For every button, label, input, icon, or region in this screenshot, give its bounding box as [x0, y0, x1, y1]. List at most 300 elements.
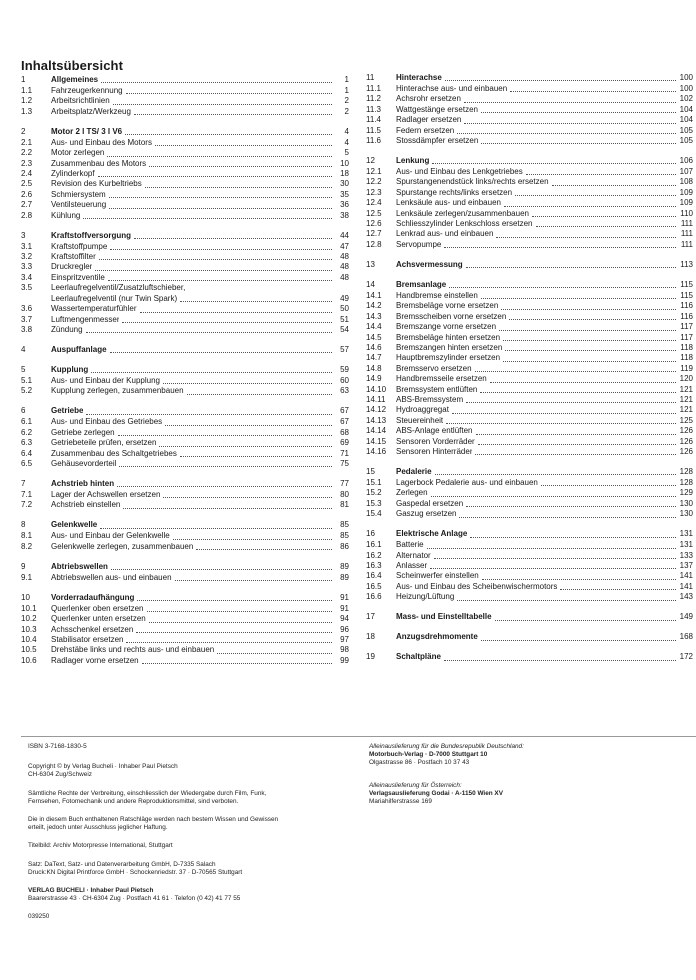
toc-chapter [21, 479, 349, 511]
dot-leader [475, 454, 676, 455]
entry-page: 67 [340, 406, 349, 416]
entry-page: 85 [340, 531, 349, 541]
entry-title: Achsrohr ersetzen [396, 94, 461, 104]
entry-title: Drehstäbe links und rechts aus- und einbauen [51, 645, 215, 655]
entry-title: Zündung [51, 324, 83, 334]
entry-title: Revision des Kurbeltriebs [51, 179, 142, 189]
entry-title: ABS-Bremssystem [396, 394, 464, 404]
toc-chapter [21, 365, 349, 397]
entry-page: 71 [340, 448, 349, 458]
entry-number: 2.3 [21, 158, 33, 168]
entry-page: 149 [679, 612, 693, 622]
toc-chapter [21, 127, 349, 221]
entry-title: Bremsbeläge hinten ersetzen [396, 332, 501, 342]
entry-number: 11.2 [366, 94, 381, 104]
entry-title: Bremszangen hinten ersetzen [396, 342, 503, 352]
entry-page: 126 [679, 426, 693, 436]
entry-number: 3.8 [21, 324, 33, 334]
toc-entry [366, 437, 693, 447]
dot-leader [147, 611, 333, 612]
dot-leader [100, 528, 332, 529]
entry-number: 10.6 [21, 655, 37, 665]
entry-title: Schmiersystem [51, 189, 106, 199]
entry-title: Arbeitsrichtlinien [51, 96, 110, 106]
toc-entry [366, 509, 693, 519]
entry-title: Getriebe zerlegen [51, 427, 115, 437]
entry-number: 15.1 [366, 477, 382, 487]
toc-entry [366, 188, 693, 198]
entry-title: ABS-Anlage entlüften [396, 426, 473, 436]
distribution-de-label: Alleinauslieferung für die Bundesrepublik Deutschland: [369, 743, 524, 750]
entry-page: 115 [680, 279, 693, 289]
entry-page: 85 [340, 520, 349, 530]
dot-leader [431, 496, 676, 497]
entry-title: Kraftstoffilter [51, 252, 96, 262]
dot-leader [449, 287, 676, 288]
entry-page: 118 [680, 342, 693, 352]
dot-leader [503, 361, 676, 362]
toc-entry [21, 614, 349, 624]
entry-page: 104 [679, 115, 693, 125]
printing-credit: Druck:KN Digital Printforce GmbH · Schockenriedstr. 37 · D-70565 Stuttgart [28, 868, 243, 876]
chapter-heading [21, 593, 349, 603]
entry-title: Radlager vorne ersetzen [51, 655, 139, 665]
entry-page: 141 [679, 571, 693, 581]
chapter-heading [21, 231, 349, 241]
entry-title: Bremsscheiben vorne ersetzen [396, 311, 507, 321]
chapter-heading [21, 127, 349, 137]
toc-chapter [366, 652, 693, 662]
dot-leader [109, 197, 332, 198]
dot-leader [446, 423, 676, 424]
entry-page: 126 [679, 436, 693, 446]
entry-page: 91 [340, 603, 349, 613]
entry-title: Bremssystem entlüften [396, 384, 478, 394]
entry-title: Gaszug ersetzen [396, 509, 457, 519]
entry-page: 30 [340, 179, 349, 189]
dot-leader [464, 123, 676, 124]
entry-page: 50 [340, 304, 349, 314]
copyright-place: CH-6304 Zug/Schweiz [28, 771, 92, 779]
entry-page: 110 [680, 208, 693, 218]
distribution-at-label: Alleinauslieferung für Österreich: [369, 781, 462, 789]
toc-entry [21, 386, 349, 396]
dot-leader [126, 93, 332, 94]
entry-title: Aus- und Einbau des Getriebes [51, 417, 163, 427]
chapter-heading [366, 467, 693, 477]
entry-page: 130 [679, 498, 693, 508]
dot-leader [110, 249, 332, 250]
entry-number: 11.4 [366, 115, 381, 125]
toc-entry [366, 136, 693, 146]
dot-leader [501, 309, 676, 310]
dot-leader [434, 558, 676, 559]
entry-title: Querlenker oben ersetzen [51, 603, 144, 613]
dot-leader [444, 247, 676, 248]
dot-leader [119, 466, 332, 467]
dot-leader [503, 340, 676, 341]
entry-title: Abtriebswellen aus- und einbauen [51, 572, 172, 582]
entry-page: 97 [340, 634, 349, 644]
toc-entry [366, 94, 693, 104]
entry-page: 77 [340, 478, 349, 488]
entry-number: 16 [366, 529, 375, 539]
entry-page: 109 [679, 187, 693, 197]
entry-page: 117 [680, 322, 693, 332]
distribution-de-name: Motorbuch-Verlag · D-7000 Stuttgart 10 [369, 751, 488, 759]
distribution-at-name: Verlagsauslieferung Godai · A-1150 Wien XV [369, 789, 503, 797]
typesetting-credit: Satz: DaText, Satz- und Datenverarbeitung GmbH, D-7335 Salach [28, 860, 216, 868]
entry-page: 109 [679, 198, 693, 208]
entry-title: Zusammenbau des Motors [51, 158, 147, 168]
entry-page: 2 [344, 96, 349, 106]
chapter-heading [21, 406, 349, 416]
entry-number: 3.7 [21, 314, 33, 324]
toc-entry [21, 179, 349, 189]
toc-entry [366, 322, 693, 332]
entry-number: 3.5 [21, 283, 33, 293]
entry-number: 5.2 [21, 386, 33, 396]
toc-entry [21, 200, 349, 210]
toc-entry [21, 262, 349, 272]
entry-title: Vorderradaufhängung [51, 592, 135, 602]
entry-number: 14.13 [366, 415, 387, 425]
toc-entry [366, 177, 693, 187]
entry-title: Aus- und Einbau des Motors [51, 137, 152, 147]
entry-page: 116 [680, 301, 693, 311]
toc-chapter [366, 612, 693, 622]
dot-leader [466, 402, 676, 403]
entry-page: 141 [679, 581, 693, 591]
toc-chapter [366, 73, 693, 146]
liability-line: erteilt, jedoch unter Ausschluss jeglicher Haftung. [28, 824, 168, 832]
dot-leader [457, 600, 676, 601]
entry-title: Anlasser [396, 561, 428, 570]
toc-entry [366, 405, 693, 415]
entry-title: Aus- und Einbau des Lenkgetriebes [396, 167, 523, 177]
entry-title: Getriebe [51, 406, 84, 416]
entry-title: Druckregler [51, 262, 93, 272]
rights-line: Sämtliche Rechte der Verbreitung, einschliesslich der Wiedergabe durch Film, Funk, [28, 789, 267, 797]
entry-number: 2.6 [21, 189, 33, 199]
entry-title: Zusammenbau des Schaltgetriebes [51, 448, 177, 458]
entry-title: Spurstangenendstück links/rechts ersetzen [396, 177, 549, 187]
entry-number: 10.1 [21, 603, 37, 613]
dot-leader [459, 517, 676, 518]
entry-title: Wattgestänge ersetzen [396, 104, 478, 114]
entry-title: Ventilsteuerung [51, 200, 107, 210]
dot-leader [108, 280, 332, 281]
entry-page: 172 [679, 652, 693, 662]
entry-page: 4 [344, 137, 349, 147]
toc-entry [21, 169, 349, 179]
dot-leader [480, 392, 676, 393]
dot-leader [196, 549, 332, 550]
entry-number: 8.1 [21, 531, 33, 541]
toc-entry [21, 304, 349, 314]
entry-page: 75 [340, 458, 349, 468]
isbn: ISBN 3-7168-1830-5 [28, 743, 87, 750]
dot-leader [478, 444, 676, 445]
entry-title: Batterie [396, 540, 424, 550]
distribution-de-address: Olgastrasse 86 · Postfach 10 37 43 [369, 759, 470, 767]
dot-leader [536, 226, 676, 227]
entry-number: 14.12 [366, 405, 387, 415]
toc-chapter [366, 260, 693, 270]
toc-entry [21, 490, 349, 500]
entry-number: 10 [21, 592, 30, 602]
entry-title: Anzugsdrehmomente [396, 632, 478, 642]
toc-left-column [21, 75, 349, 676]
entry-page: 118 [680, 353, 693, 363]
dot-leader [123, 508, 332, 509]
entry-page: 107 [679, 167, 693, 177]
entry-number: 14.15 [366, 436, 387, 446]
toc-chapter [366, 156, 693, 250]
entry-page: 128 [679, 477, 693, 487]
toc-chapter [366, 467, 693, 520]
entry-number: 6.5 [21, 458, 33, 468]
dot-leader [445, 80, 676, 81]
toc-chapter [366, 529, 693, 602]
entry-page: 60 [340, 375, 349, 385]
entry-title: Zerlegen [396, 488, 428, 498]
dot-leader [118, 435, 332, 436]
entry-title: Auspuffanlage [51, 344, 107, 354]
dot-leader [113, 104, 332, 105]
entry-number: 12.3 [366, 187, 382, 197]
dot-leader [91, 372, 332, 373]
toc-entry [21, 138, 349, 148]
print-code: 039250 [28, 913, 50, 921]
chapter-heading [366, 280, 693, 290]
dot-leader [552, 185, 676, 186]
entry-page: 18 [340, 169, 349, 179]
dot-leader [476, 434, 677, 435]
entry-number: 14 [366, 279, 375, 289]
toc-chapter [21, 593, 349, 666]
toc-entry [21, 96, 349, 106]
dot-leader [466, 267, 676, 268]
entry-page: 96 [340, 624, 349, 634]
entry-number: 6.2 [21, 427, 33, 437]
dot-leader [107, 156, 332, 157]
entry-title: Bremsanlage [396, 279, 447, 289]
entry-page: 105 [679, 136, 693, 146]
toc-entry [366, 312, 693, 322]
entry-title: Kraftstoffversorgung [51, 230, 132, 240]
entry-title: Aus- und Einbau der Gelenkwelle [51, 531, 170, 541]
dot-leader [86, 414, 332, 415]
entry-title: Lenksäule zerlegen/zusammenbauen [396, 208, 529, 218]
entry-page: 133 [679, 550, 693, 560]
entry-number: 15 [366, 466, 375, 476]
entry-number: 14.2 [366, 301, 382, 311]
toc-chapter [21, 345, 349, 355]
entry-number: 1.1 [21, 86, 33, 95]
chapter-heading [21, 562, 349, 572]
entry-page: 108 [679, 177, 693, 187]
entry-title: Kühlung [51, 210, 81, 220]
dot-leader [173, 539, 332, 540]
entry-title: Stossdämpfer ersetzen [396, 136, 479, 146]
entry-page: 48 [340, 262, 349, 272]
toc-entry [366, 219, 693, 229]
dot-leader [83, 218, 332, 219]
entry-title: Stabilisator ersetzen [51, 634, 124, 644]
chapter-heading [21, 345, 349, 355]
entry-number: 13 [366, 259, 375, 269]
toc-entry [366, 447, 693, 457]
toc-entry [21, 625, 349, 635]
entry-number: 14.5 [366, 332, 382, 342]
entry-page: 68 [340, 427, 349, 437]
entry-page: 59 [340, 364, 349, 374]
entry-title: Gaspedal ersetzen [396, 498, 464, 508]
entry-title: Abtriebswellen [51, 561, 108, 571]
entry-page: 10 [340, 158, 349, 168]
entry-number: 6.3 [21, 438, 33, 448]
toc-entry [366, 374, 693, 384]
entry-title: Zylinderkopf [51, 169, 95, 179]
entry-number: 11.5 [366, 125, 381, 135]
entry-title: Achstrieb hinten [51, 478, 115, 488]
toc-entry [366, 105, 693, 115]
dot-leader [149, 166, 332, 167]
chapter-heading [366, 612, 693, 622]
chapter-heading [366, 73, 693, 83]
dot-leader [541, 485, 676, 486]
toc-entry [366, 333, 693, 343]
toc-entry [366, 540, 693, 550]
dot-leader [175, 580, 332, 581]
entry-number: 14.16 [366, 446, 387, 456]
toc-entry [366, 198, 693, 208]
toc-entry [366, 115, 693, 125]
entry-page: 80 [340, 489, 349, 499]
entry-number: 3.4 [21, 272, 33, 282]
entry-title: Kraftstoffpumpe [51, 241, 108, 251]
dot-leader [98, 176, 332, 177]
dot-leader [117, 486, 332, 487]
entry-number: 6.1 [21, 417, 33, 427]
entry-title: Querlenker unten ersetzen [51, 614, 146, 624]
liability-line: Die in diesem Buch enthaltenen Ratschläge werden nach bestem Wissen und Gewissen [28, 816, 279, 824]
entry-page: 47 [340, 241, 349, 251]
entry-page: 106 [679, 156, 693, 166]
entry-number: 11.1 [366, 84, 381, 93]
entry-title: Lenkrad aus- und einbauen [396, 229, 494, 239]
entry-number: 1.2 [21, 96, 33, 106]
entry-number: 8 [21, 520, 26, 530]
dot-leader [481, 640, 676, 641]
entry-number: 3.6 [21, 304, 33, 314]
entry-page: 100 [679, 84, 693, 93]
entry-number: 14.9 [366, 374, 382, 384]
toc-entry [21, 325, 349, 335]
toc-entry [366, 84, 693, 94]
entry-title: Gehäusevorderteil [51, 458, 117, 468]
entry-page: 137 [679, 561, 693, 570]
entry-title: Schaltpläne [396, 652, 441, 662]
entry-number: 16.4 [366, 571, 382, 581]
dot-leader [180, 301, 332, 302]
entry-page: 69 [340, 438, 349, 448]
dot-leader [110, 352, 332, 353]
toc-entry [21, 531, 349, 541]
entry-page: 54 [340, 324, 349, 334]
toc-entry [21, 159, 349, 169]
toc-entry [21, 573, 349, 583]
dot-leader [515, 195, 676, 196]
dot-leader [137, 600, 332, 601]
dot-leader [101, 82, 332, 83]
distribution-at-address: Mariahilferstrasse 169 [369, 798, 432, 806]
entry-number: 10.5 [21, 645, 37, 655]
entry-title: Lagerbock Pedalerie aus- und einbauen [396, 477, 538, 487]
entry-page: 4 [344, 126, 349, 136]
dot-leader [165, 425, 332, 426]
toc-entry [366, 416, 693, 426]
entry-title: Achsschenkel ersetzen [51, 624, 134, 634]
entry-number: 16.6 [366, 592, 382, 602]
dot-leader [134, 238, 332, 239]
entry-number: 14.6 [366, 342, 382, 352]
dot-leader [86, 332, 332, 333]
entry-number: 1 [21, 75, 26, 84]
entry-page: 35 [340, 189, 349, 199]
entry-number: 12.4 [366, 198, 382, 208]
chapter-heading [21, 365, 349, 375]
dot-leader [163, 383, 332, 384]
dot-leader [217, 653, 332, 654]
entry-page: 102 [679, 94, 693, 104]
entry-number: 2.4 [21, 169, 33, 179]
entry-number: 2.7 [21, 200, 33, 210]
entry-page: 38 [340, 210, 349, 220]
entry-page: 2 [344, 106, 349, 116]
entry-page: 126 [679, 446, 693, 456]
entry-number: 16.3 [366, 561, 382, 570]
entry-page: 57 [340, 344, 349, 354]
toc-right-column [366, 73, 693, 672]
entry-page: 44 [340, 230, 349, 240]
entry-page: 120 [679, 374, 693, 384]
entry-number: 12.1 [366, 167, 382, 177]
entry-title: Kupplung zerlegen, zusammenbauen [51, 386, 184, 396]
entry-number: 3 [21, 230, 26, 240]
toc-chapter [366, 280, 693, 458]
entry-page: 63 [340, 386, 349, 396]
copyright-line: Copyright © by Verlag Bucheli · Inhaber Paul Pietsch [28, 763, 178, 771]
entry-title: Fahrzeugerkennung [51, 86, 123, 95]
entry-title: Arbeitsplatz/Werkzeug [51, 106, 131, 116]
dot-leader [142, 663, 332, 664]
entry-number: 15.2 [366, 488, 382, 498]
dot-leader [180, 456, 332, 457]
entry-page: 98 [340, 645, 349, 655]
toc-entry [21, 428, 349, 438]
entry-page: 125 [679, 415, 693, 425]
entry-number: 18 [366, 632, 375, 642]
entry-page: 117 [680, 332, 693, 342]
imprint-left [28, 743, 328, 922]
chapter-heading [366, 260, 693, 270]
entry-title: Hinterachse [396, 73, 442, 82]
dot-leader [532, 216, 676, 217]
dot-leader [126, 642, 332, 643]
toc-entry [366, 291, 693, 301]
